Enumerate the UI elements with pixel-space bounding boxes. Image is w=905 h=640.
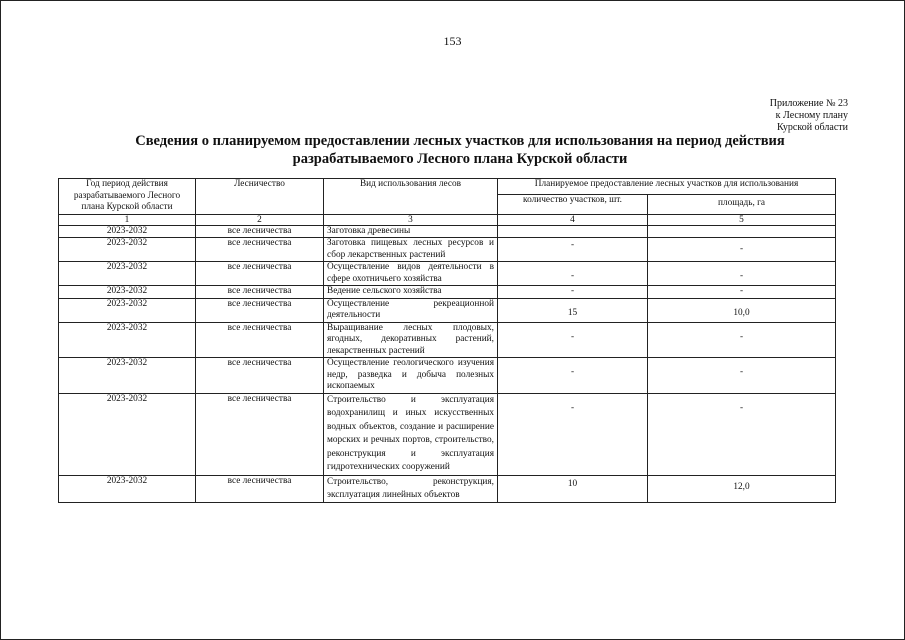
table-row (59, 475, 836, 502)
area-cell: - (648, 262, 836, 286)
period-cell: 2023-2032 (59, 358, 196, 394)
forestry-cell: все лесничества (196, 358, 324, 394)
table-row (59, 238, 836, 262)
forestry-cell: все лесничества (196, 298, 324, 322)
appendix-note (770, 98, 848, 134)
usage-cell: Строительство, реконструкция, эксплуатация линейных объектов (324, 475, 498, 502)
period-cell: 2023-2032 (59, 322, 196, 358)
count-cell: - (498, 286, 648, 299)
forestry-cell: все лесничества (196, 322, 324, 358)
column-number: 5 (648, 214, 836, 225)
period-cell: 2023-2032 (59, 225, 196, 238)
table-row (59, 358, 836, 394)
area-cell: 12,0 (648, 475, 836, 502)
usage-cell: Осуществление видов деятельности в сфере охотничьего хозяйства (324, 262, 498, 286)
header-count: количество участков, шт. (498, 194, 648, 214)
header-usage: Вид использования лесов (324, 179, 498, 215)
period-cell: 2023-2032 (59, 262, 196, 286)
count-cell: - (498, 238, 648, 262)
header-period: Год период действия разрабатываемого Лесного плана Курской области (59, 179, 196, 215)
table-row (59, 262, 836, 286)
table-row (59, 393, 836, 475)
period-cell: 2023-2032 (59, 475, 196, 502)
area-cell: - (648, 322, 836, 358)
header-forestry: Лесничество (196, 179, 324, 215)
usage-cell: Строительство и эксплуатация водохранилищ и иных искусственных водных объектов, создание и расширение морских и речных портов, строительство, реконструкция и эксплуатация гидротехнических сооружений (324, 393, 498, 475)
column-number: 3 (324, 214, 498, 225)
forestry-cell: все лесничества (196, 286, 324, 299)
forest-plots-table (58, 178, 836, 503)
column-number: 4 (498, 214, 648, 225)
column-number-row (59, 214, 836, 225)
area-cell: - (648, 393, 836, 475)
period-cell: 2023-2032 (59, 286, 196, 299)
page-number: 153 (443, 34, 462, 48)
count-cell: - (498, 262, 648, 286)
count-cell: - (498, 393, 648, 475)
forestry-cell: все лесничества (196, 238, 324, 262)
count-cell (498, 225, 648, 238)
area-cell: - (648, 286, 836, 299)
table-row (59, 322, 836, 358)
area-cell: - (648, 358, 836, 394)
usage-cell: Ведение сельского хозяйства (324, 286, 498, 299)
period-cell: 2023-2032 (59, 238, 196, 262)
table-row (59, 286, 836, 299)
appendix-line-3: Курской области (777, 122, 848, 133)
usage-cell: Заготовка пищевых лесных ресурсов и сбор лекарственных растений (324, 238, 498, 262)
column-number: 1 (59, 214, 196, 225)
table-row (59, 225, 836, 238)
period-cell: 2023-2032 (59, 298, 196, 322)
area-cell: - (648, 238, 836, 262)
forestry-cell: все лесничества (196, 393, 324, 475)
table-row (59, 298, 836, 322)
count-cell: - (498, 322, 648, 358)
title-line-1: Сведения о планируемом предоставлении лесных участков для использования на период действия (135, 133, 785, 149)
count-cell: 15 (498, 298, 648, 322)
usage-cell: Выращивание лесных плодовых, ягодных, декоративных растений, лекарственных растений (324, 322, 498, 358)
title-line-2: разрабатываемого Лесного плана Курской области (292, 151, 628, 167)
header-planned: Планируемое предоставление лесных участков для использования (498, 179, 836, 195)
usage-cell: Осуществление геологического изучения недр, разведка и добыча полезных ископаемых (324, 358, 498, 394)
appendix-line-2: к Лесному плану (775, 110, 848, 121)
count-cell: - (498, 358, 648, 394)
document-title (100, 132, 820, 168)
header-area: площадь, га (648, 194, 836, 214)
area-cell: 10,0 (648, 298, 836, 322)
forestry-cell: все лесничества (196, 262, 324, 286)
forestry-cell: все лесничества (196, 475, 324, 502)
forestry-cell: все лесничества (196, 225, 324, 238)
area-cell (648, 225, 836, 238)
usage-cell: Заготовка древесины (324, 225, 498, 238)
period-cell: 2023-2032 (59, 393, 196, 475)
column-number: 2 (196, 214, 324, 225)
appendix-line-1: Приложение № 23 (769, 98, 848, 109)
usage-cell: Осуществление рекреационной деятельности (324, 298, 498, 322)
count-cell: 10 (498, 475, 648, 502)
